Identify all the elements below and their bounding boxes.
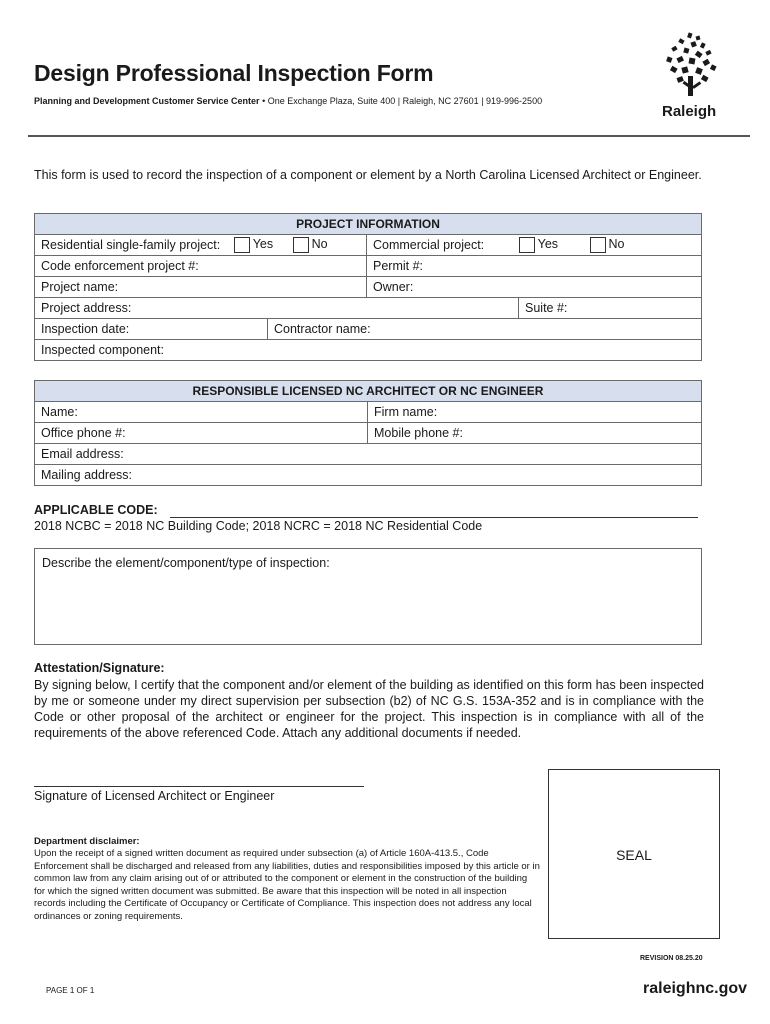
logo-wordmark: Raleigh [662, 103, 717, 120]
signature-label: Signature of Licensed Architect or Engineer [34, 789, 275, 803]
disclaimer-text: Upon the receipt of a signed written document as required under subsection (a) of Article 160A-413.5., Code Enforcement shall be discharged and released from any liabilities, duties and responsibilities imposed by this article or in common law from any claim arising out of or attributed to the component or element in the construction of the building for which the signed written document was submitted. Be aware that this inspection will be noted in all inspection records including the Certificate of Occupancy or Certificate of Compliance. This inspection does not address any local ordinances or zoning requirements. [34, 848, 540, 922]
professional-name-field[interactable]: Name: [35, 402, 368, 423]
owner-field[interactable]: Owner: [367, 277, 702, 298]
commercial-project-row [367, 235, 702, 256]
responsible-professional-table [34, 380, 702, 486]
suite-field[interactable]: Suite #: [519, 298, 702, 319]
header-divider [28, 135, 750, 137]
page-subtitle [34, 96, 542, 106]
website-link[interactable]: raleighnc.gov [643, 980, 748, 997]
commercial-yes-checkbox[interactable] [519, 237, 535, 253]
signature-line[interactable] [34, 786, 364, 787]
attestation-text: By signing below, I certify that the component and/or element of the building as identified on this form has been inspected by me or someone under my direct supervision per subsection (b2) of NC G.S. 153A-352 and is in compliance with the Code or other proposal of the architect or engineer for the project. This inspection is in compliance with all of the requirements of the above referenced Code. Attach any additional documents if needed. [34, 678, 704, 740]
describe-inspection-label: Describe the element/component/type of inspection: [42, 556, 330, 570]
residential-project-row [35, 235, 367, 256]
contractor-name-field[interactable]: Contractor name: [268, 319, 702, 340]
inspected-component-field[interactable]: Inspected component: [35, 340, 702, 361]
commercial-project-label: Commercial project: [373, 237, 485, 252]
page-number: PAGE 1 OF 1 [46, 986, 95, 995]
applicable-code-heading: APPLICABLE CODE: [34, 503, 158, 517]
attestation-heading: Attestation/Signature: [34, 661, 165, 675]
subtitle-address: • One Exchange Plaza, Suite 400 | Raleigh, NC 27601 | 919-996-2500 [259, 96, 543, 106]
office-phone-field[interactable]: Office phone #: [35, 423, 368, 444]
responsible-professional-heading: RESPONSIBLE LICENSED NC ARCHITECT OR NC ENGINEER [35, 381, 702, 402]
commercial-yes-label: Yes [537, 237, 559, 252]
residential-yes-label: Yes [252, 237, 274, 252]
disclaimer-heading: Department disclaimer: [34, 836, 140, 847]
commercial-no-checkbox[interactable] [590, 237, 606, 253]
project-information-table [34, 213, 702, 361]
firm-name-field[interactable]: Firm name: [368, 402, 702, 423]
code-enforcement-field[interactable]: Code enforcement project #: [35, 256, 367, 277]
residential-project-label: Residential single-family project: [41, 237, 221, 252]
applicable-code-input[interactable] [170, 517, 698, 518]
residential-no-label: No [311, 237, 328, 252]
project-name-field[interactable]: Project name: [35, 277, 367, 298]
project-information-heading: PROJECT INFORMATION [35, 214, 702, 235]
revision-label: REVISION 08.25.20 [640, 955, 703, 962]
describe-inspection-box[interactable] [34, 548, 702, 645]
commercial-no-label: No [608, 237, 625, 252]
seal-label: SEAL [616, 847, 652, 863]
raleigh-logo [648, 30, 732, 125]
mobile-phone-field[interactable]: Mobile phone #: [368, 423, 702, 444]
intro-text: This form is used to record the inspection of a component or element by a North Carolina Licensed Architect or Engineer. [34, 168, 702, 182]
mailing-address-field[interactable]: Mailing address: [35, 465, 702, 486]
seal-box [548, 769, 720, 939]
residential-yes-checkbox[interactable] [234, 237, 250, 253]
subtitle-department: Planning and Development Customer Service Center [34, 96, 260, 106]
email-address-field[interactable]: Email address: [35, 444, 702, 465]
residential-no-checkbox[interactable] [293, 237, 309, 253]
project-address-field[interactable]: Project address: [35, 298, 519, 319]
oak-tree-icon [648, 30, 732, 105]
page-title: Design Professional Inspection Form [34, 60, 434, 86]
applicable-code-note: 2018 NCBC = 2018 NC Building Code; 2018 NCRC = 2018 NC Residential Code [34, 519, 483, 533]
permit-field[interactable]: Permit #: [367, 256, 702, 277]
inspection-date-field[interactable]: Inspection date: [35, 319, 268, 340]
